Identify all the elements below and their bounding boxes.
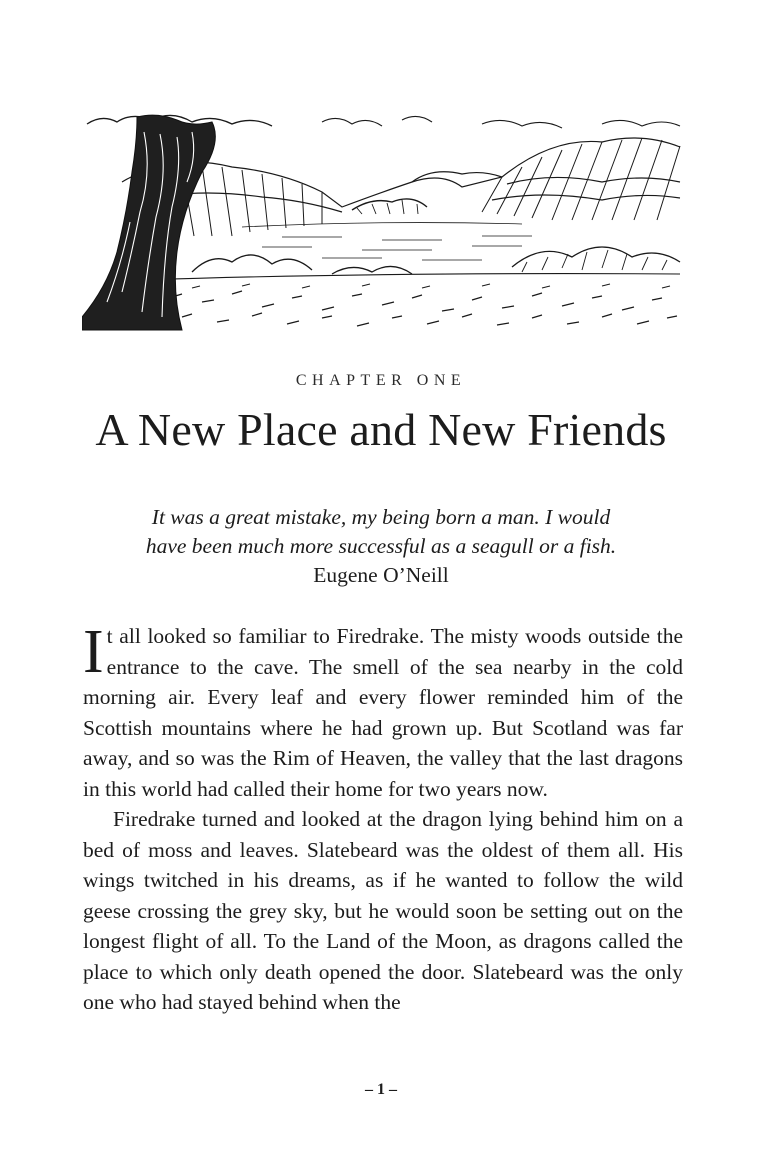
tree-lake-mountains-engraving-icon [82,112,682,334]
epigraph [100,503,662,590]
epigraph-quote-line-1: It was a great mistake, my being born a man. I would [151,505,611,529]
chapter-label: CHAPTER ONE [295,372,467,389]
body-paragraph-1: It all looked so familiar to Firedrake. The misty woods outside the entrance to the cave. The smell of the sea nearby in the cold morning air. Every leaf and every flower reminded him of the Scottish mountains where he had grown up. But Scotland was far away, and so was the Rim of Heaven, the valley that the last dragons in this world had called their home for two years now. [83,618,683,801]
tree-trunk [82,115,215,330]
body-paragraph-2: Firedrake turned and looked at the dragon lying behind him on a bed of moss and leaves. Slatebeard was the oldest of them all. His wings twitched in his dreams, as if he wanted to follow the wild geese crossing the grey sky, but he would soon be setting out on the longest flight of all. To the Land of the Moon, as dragons called the place to which only death opened the door. Slatebeard was the only one who had stayed behind when the [83,807,683,1014]
chapter-body-text [83,618,683,1018]
page-number: – 1 – [365,1081,397,1098]
epigraph-author: Eugene O’Neill [313,563,449,587]
epigraph-quote-line-2: have been much more successful as a seagull or a fish. [145,534,617,558]
chapter-header-illustration [82,112,682,334]
chapter-title: A New Place and New Friends [95,404,667,455]
